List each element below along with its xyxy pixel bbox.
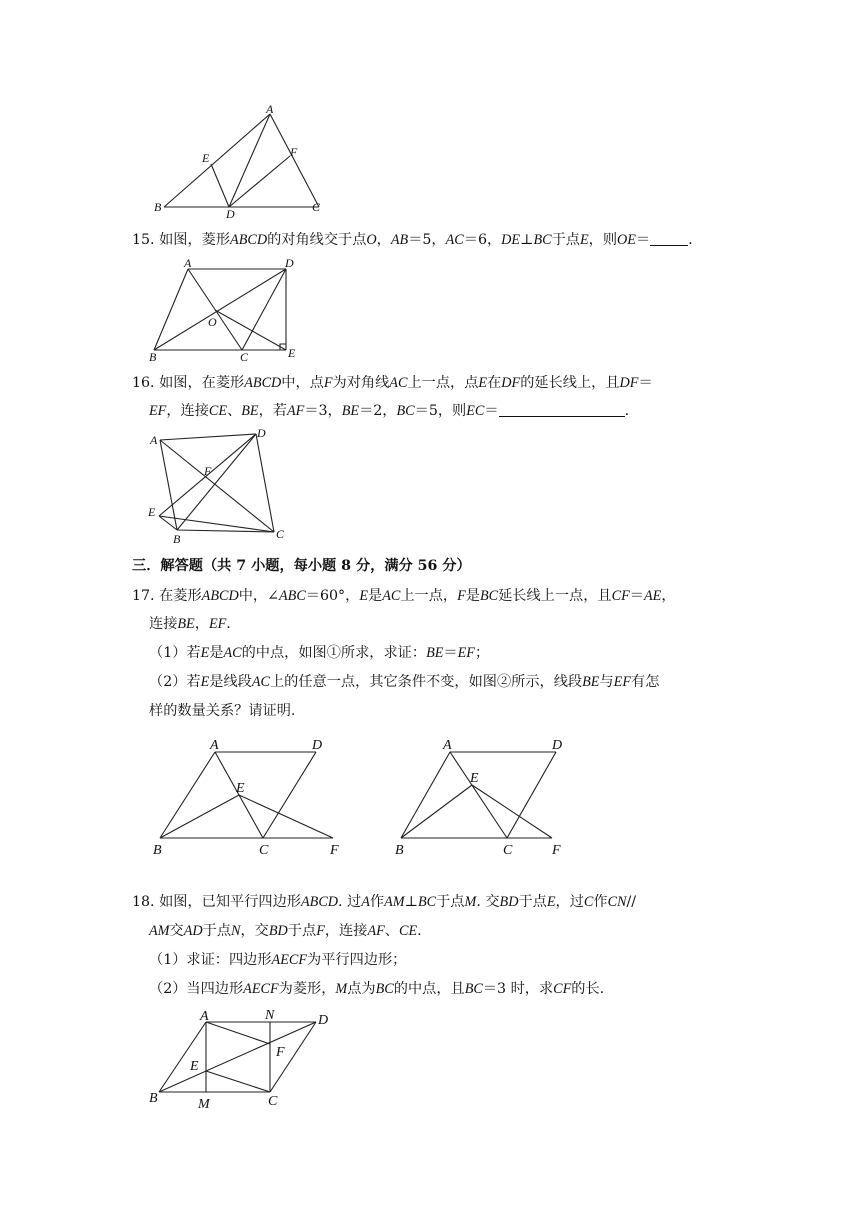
var: E: [200, 674, 210, 690]
var: ABC: [278, 588, 306, 604]
var: M: [464, 894, 477, 910]
label-E: E: [202, 151, 210, 165]
segment-CD: [263, 752, 316, 838]
label-B: B: [154, 200, 162, 214]
text: 为平行四边形；: [307, 952, 407, 968]
text: . 交: [476, 894, 500, 910]
rhombus-diagram-15: [146, 256, 306, 364]
var: BE: [426, 645, 444, 661]
text: 为对角线: [332, 375, 390, 391]
var: AM: [384, 894, 405, 910]
var: CF: [553, 981, 572, 997]
text: 是: [209, 645, 224, 661]
text: 样的数量关系？请证明.: [149, 703, 296, 719]
label-B: B: [173, 532, 181, 546]
question-16-line-1: [132, 373, 653, 393]
text: 于点: [436, 894, 465, 910]
var: AM: [149, 923, 170, 939]
var: EF: [457, 645, 475, 661]
var: AF: [287, 403, 305, 419]
text: ＝3 时，求: [482, 981, 554, 997]
text: .: [688, 232, 693, 248]
var: E: [546, 894, 556, 910]
text: ＝: [638, 375, 653, 391]
text: （1）若: [149, 645, 201, 661]
var: CE: [398, 923, 418, 939]
text: 延长线上一点，且: [498, 588, 612, 604]
figure-parallelogram-18: [146, 1004, 336, 1112]
segment-AC: [188, 269, 242, 350]
label-B: B: [395, 843, 404, 858]
label-N: N: [265, 1008, 275, 1023]
label-B: B: [149, 350, 157, 364]
var: EF: [208, 616, 227, 632]
var: E: [359, 588, 368, 604]
text: ，过: [555, 894, 584, 910]
text: 作: [369, 894, 385, 910]
var: ABCD: [300, 894, 339, 910]
text: 是: [465, 588, 480, 604]
text: 是: [367, 588, 383, 604]
label-D: D: [552, 738, 563, 753]
var: AC: [223, 645, 242, 661]
label-F: F: [330, 843, 339, 858]
text: 在菱形: [159, 588, 202, 604]
var: AD: [183, 923, 203, 939]
var: BD: [499, 894, 519, 910]
text: ＝: [443, 645, 458, 661]
var: F: [316, 923, 325, 939]
var: AF: [367, 923, 385, 939]
label-D: D: [257, 426, 266, 440]
text: 在: [487, 375, 502, 391]
text: 交: [169, 923, 184, 939]
label-C: C: [259, 843, 269, 858]
text: ＝: [629, 588, 644, 604]
text: 与: [599, 674, 614, 690]
text: 连接: [149, 616, 178, 632]
var: AC: [382, 588, 401, 604]
var: DF: [501, 375, 521, 391]
segment-DA: [229, 114, 270, 207]
text: 的延长线上，且: [520, 375, 620, 391]
question-number: 17.: [132, 588, 155, 604]
label-E: E: [236, 781, 245, 796]
text: //: [626, 894, 637, 910]
var: DF: [619, 375, 639, 391]
segment-DB: [177, 434, 256, 530]
var: BC: [375, 981, 394, 997]
var: CN: [607, 894, 627, 910]
text: 于点: [202, 923, 232, 939]
var: O: [366, 232, 377, 248]
var: AC: [445, 232, 464, 248]
segment-OE: [215, 310, 286, 350]
var: ABCD: [201, 588, 239, 604]
label-D: D: [312, 738, 323, 753]
text: ，: [194, 616, 209, 632]
var: N: [231, 923, 241, 939]
question-18-sub-1: [149, 950, 406, 970]
text: 中，点: [281, 375, 324, 391]
label-C: C: [312, 200, 321, 214]
var: ABCD: [244, 375, 282, 391]
text: ，: [661, 588, 676, 604]
text: 如图，在菱形: [159, 375, 245, 391]
var: BD: [268, 923, 288, 939]
var: BC: [417, 894, 437, 910]
var: AC: [251, 674, 270, 690]
var: F: [323, 375, 333, 391]
text: ＝60°，: [305, 588, 360, 604]
text: 作: [593, 894, 608, 910]
var: BC: [464, 981, 483, 997]
var: E: [200, 645, 210, 661]
text: ，连接: [166, 403, 209, 419]
label-D: D: [318, 1013, 329, 1028]
rhombus-diagram-17-1: [150, 734, 350, 858]
text: . 过: [338, 894, 362, 910]
label-A: A: [266, 102, 274, 116]
segment-AD: [160, 434, 256, 440]
question-17-line-2: [149, 614, 231, 634]
text: ＝5，: [408, 232, 446, 248]
label-C: C: [240, 350, 249, 364]
text: 上一点，点: [407, 375, 479, 391]
var: E: [579, 232, 589, 248]
question-17-sub-2-line-2: [149, 701, 295, 721]
text: ⊥: [404, 894, 418, 910]
segment-BA: [401, 752, 450, 838]
label-F: F: [290, 145, 298, 159]
text: 的长.: [571, 981, 605, 997]
var: BE: [341, 403, 360, 419]
var: AECF: [271, 952, 307, 968]
label-A: A: [210, 738, 219, 753]
label-D: D: [226, 207, 235, 221]
label-F: F: [552, 843, 561, 858]
label-O: O: [208, 315, 217, 329]
var: BC: [479, 588, 499, 604]
text: 的对角线交于点: [267, 232, 367, 248]
segment-AC: [270, 114, 319, 207]
text: ＝2，: [359, 403, 397, 419]
segment-BE: [160, 795, 239, 838]
text: 的中点，且: [393, 981, 465, 997]
var: OE: [617, 232, 636, 248]
question-17-sub-1: [149, 643, 489, 663]
text: ，交: [240, 923, 269, 939]
var: EF: [149, 403, 167, 419]
text: ＝5，则: [414, 403, 467, 419]
section-heading: 三．解答题（共 7 小题，每小题 8 分，满分 56 分）: [132, 558, 471, 574]
var: AECF: [243, 981, 279, 997]
question-17-line-1: [132, 586, 676, 606]
question-17-sub-2: [149, 672, 659, 692]
question-18-line-2: [149, 921, 422, 941]
var: A: [361, 894, 370, 910]
question-16-line-2: [149, 401, 629, 421]
text: 的中点，如图①所求，求证：: [241, 645, 427, 661]
segment-BD: [154, 269, 286, 350]
segment-BA: [160, 752, 215, 838]
label-A: A: [443, 738, 452, 753]
triangle-diagram: [150, 104, 330, 219]
var: DE: [501, 232, 521, 248]
text: （1）求证：四边形: [149, 952, 272, 968]
text: ＝3，: [304, 403, 342, 419]
var: AE: [643, 588, 662, 604]
label-E: E: [190, 1059, 199, 1074]
label-B: B: [149, 1091, 158, 1106]
segment-BA: [154, 269, 188, 350]
label-A: A: [200, 1009, 209, 1024]
label-M: M: [198, 1097, 210, 1112]
text: ；: [474, 645, 490, 661]
figure-17-2: [392, 734, 582, 858]
text: 为菱形，: [278, 981, 336, 997]
var: CE: [208, 403, 228, 419]
segment-DE: [211, 164, 229, 207]
label-E: E: [148, 505, 156, 519]
label-C: C: [276, 527, 285, 541]
figure-rhombus-16: [146, 424, 296, 546]
answer-blank[interactable]: [650, 231, 688, 246]
text: ＝6，: [463, 232, 502, 248]
label-C: C: [268, 1094, 278, 1109]
figure-triangle-14: [150, 104, 330, 219]
text: 、: [384, 923, 399, 939]
text: 点为: [347, 981, 376, 997]
figure-rhombus-15: [146, 256, 306, 364]
var: BE: [241, 403, 259, 419]
question-18-line-1: [132, 892, 636, 912]
var: BC: [533, 232, 552, 248]
var: EC: [466, 403, 485, 419]
text: 上的任意一点，其它条件不变，如图②所示，线段: [269, 674, 583, 690]
text: 有怎: [631, 674, 660, 690]
segment-BA: [164, 114, 270, 207]
text: 如图，已知平行四边形: [159, 894, 301, 910]
rhombus-diagram-16: [146, 424, 296, 546]
text: ⊥: [520, 232, 534, 248]
question-15: [132, 230, 693, 250]
var: C: [583, 894, 594, 910]
label-A: A: [150, 433, 158, 447]
label-E: E: [288, 346, 296, 360]
question-number: 18.: [132, 894, 155, 910]
segment-DF: [229, 156, 290, 207]
label-D: D: [285, 256, 294, 270]
segment-BE: [401, 785, 472, 838]
segment-CD: [507, 752, 556, 838]
text: 上一点，: [400, 588, 458, 604]
var: E: [478, 375, 488, 391]
text: 、: [227, 403, 242, 419]
rhombus-diagram-17-2: [392, 734, 582, 858]
text: 如图，菱形: [159, 232, 231, 248]
segment-AF: [206, 1022, 270, 1044]
text: 是线段: [209, 674, 252, 690]
text: ＝: [484, 403, 499, 419]
text: 于点: [551, 232, 580, 248]
text: ＝: [635, 232, 651, 248]
text: ，若: [258, 403, 287, 419]
segment-DC: [256, 434, 274, 532]
var: M: [335, 981, 348, 997]
var: CF: [611, 588, 630, 604]
var: BE: [177, 616, 195, 632]
text: ，则: [588, 232, 618, 248]
label-B: B: [153, 843, 162, 858]
var: F: [457, 588, 466, 604]
question-number: 16.: [132, 375, 155, 391]
var: AC: [389, 375, 408, 391]
text: 中，∠: [238, 588, 279, 604]
label-A: A: [184, 256, 192, 270]
var: AB: [390, 232, 409, 248]
text: ，: [376, 232, 391, 248]
answer-blank[interactable]: [499, 402, 625, 417]
text: .: [417, 923, 422, 939]
text: 于点: [518, 894, 547, 910]
question-18-sub-2: [149, 979, 604, 999]
figure-17-1: [150, 734, 350, 858]
segment-EC: [206, 1071, 270, 1092]
text: 于点: [287, 923, 317, 939]
label-E: E: [470, 771, 479, 786]
text: （2）当四边形: [149, 981, 244, 997]
text: ，连接: [324, 923, 368, 939]
label-F: F: [204, 464, 212, 478]
var: BE: [582, 674, 600, 690]
question-number: 15.: [132, 232, 155, 248]
var: ABCD: [230, 232, 268, 248]
var: BC: [396, 403, 415, 419]
label-F: F: [276, 1045, 285, 1060]
var: EF: [613, 674, 632, 690]
parallelogram-diagram: [146, 1004, 336, 1112]
label-C: C: [503, 843, 513, 858]
text: .: [624, 403, 630, 419]
text: .: [226, 616, 231, 632]
text: （2）若: [149, 674, 201, 690]
